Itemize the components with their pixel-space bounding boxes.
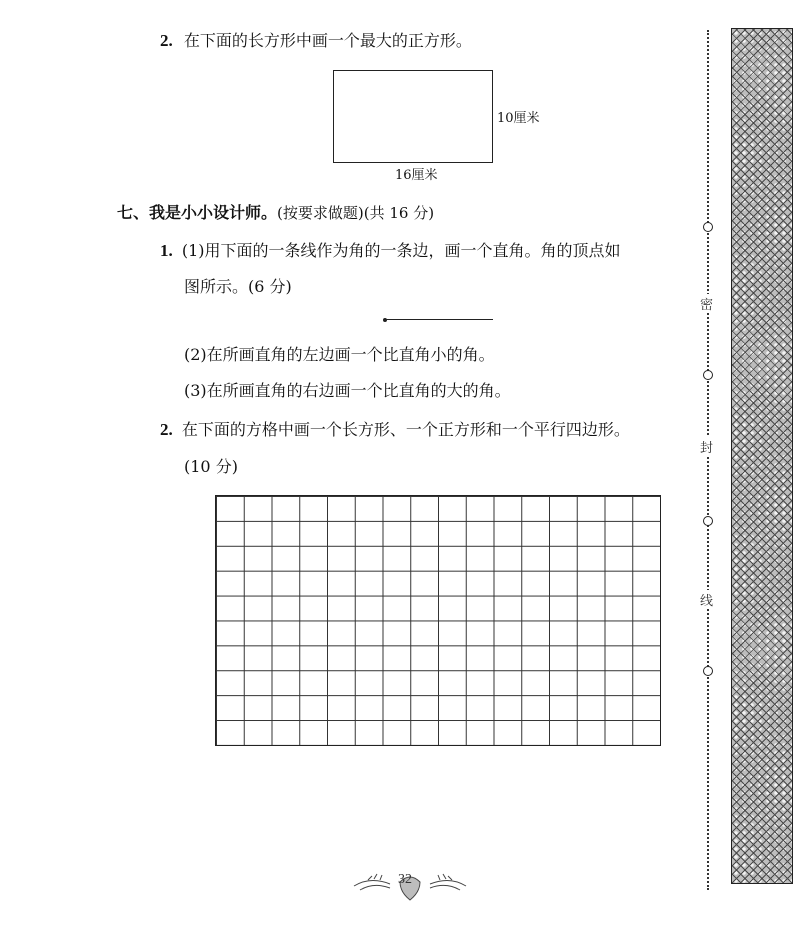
binding-circle-1 xyxy=(703,222,713,232)
q7-2-score: (10 分) xyxy=(184,457,238,476)
binding-circle-2 xyxy=(703,370,713,380)
section-7-title: 七、我是小小设计师。 xyxy=(117,203,278,222)
seal-char-xian: 线 xyxy=(700,590,713,609)
q6-2-line xyxy=(160,31,472,51)
q7-1-sub2: (2)在所画直角的左边画一个比直角小的角。 xyxy=(184,345,495,364)
section-7-note: (按要求做题)(共 16 分) xyxy=(277,204,435,222)
binding-dotted-line xyxy=(707,30,709,890)
rect-width-label: 16厘米 xyxy=(395,168,438,183)
q7-1-number: 1. xyxy=(160,241,173,260)
q7-1-line1 xyxy=(160,241,621,261)
q7-2-line1 xyxy=(160,420,630,440)
rectangle-16x10 xyxy=(333,70,493,163)
angle-ray-segment xyxy=(385,319,493,320)
q7-2-text: 在下面的方格中画一个长方形、一个正方形和一个平行四边形。 xyxy=(181,420,630,439)
page-number: 32 xyxy=(398,872,412,887)
square-grid xyxy=(215,495,661,746)
binding-circle-4 xyxy=(703,666,713,676)
section-7-heading xyxy=(117,203,434,223)
q7-1-text-line1: (1)用下面的一条线作为角的一条边，画一个直角。角的顶点如 xyxy=(181,241,621,260)
binding-circle-3 xyxy=(703,516,713,526)
q6-2-number: 2. xyxy=(160,31,173,50)
decorative-side-strip xyxy=(731,28,793,884)
q7-1-sub3: (3)在所画直角的右边画一个比直角的大的角。 xyxy=(184,381,511,400)
seal-char-feng: 封 xyxy=(700,437,713,456)
q7-2-number: 2. xyxy=(160,420,173,439)
q6-2-text: 在下面的长方形中画一个最大的正方形。 xyxy=(183,31,472,50)
seal-char-mi: 密 xyxy=(700,294,713,313)
rect-height-label: 10厘米 xyxy=(497,111,540,126)
q7-1-text-line2: 图所示。(6 分) xyxy=(184,277,292,296)
